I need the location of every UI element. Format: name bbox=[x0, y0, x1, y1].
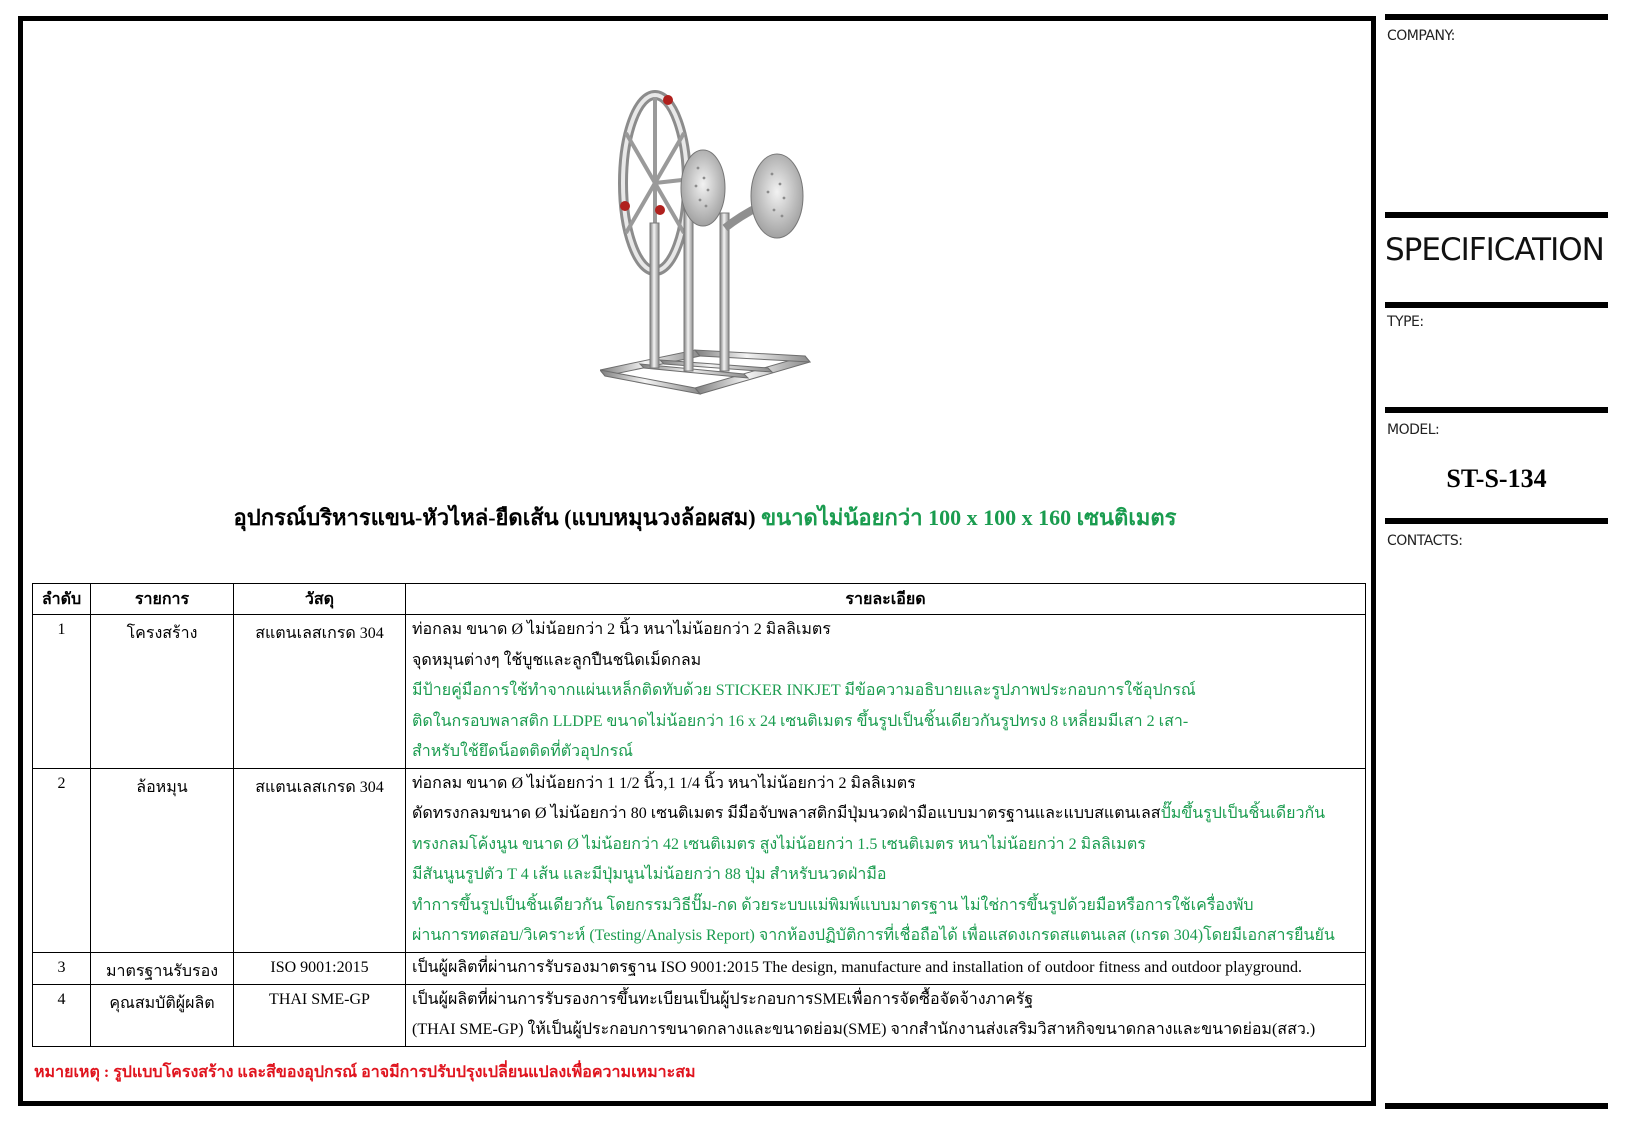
model-value: ST-S-134 bbox=[1446, 464, 1547, 493]
row-material: THAI SME-GP bbox=[234, 984, 406, 1046]
row-detail bbox=[406, 615, 1366, 769]
detail-line: สำหรับใช้ยึดน็อตติดที่ตัวอุปกรณ์ bbox=[412, 743, 634, 760]
detail-line: มีสันนูนรูปตัว T 4 เส้น และมีปุ่มนูนไม่น้อยกว่า 88 ปุ่ม สำหรับนวดฝ่ามือ bbox=[412, 866, 887, 883]
panel-divider bbox=[1385, 302, 1608, 308]
detail-line: มีป้ายคู่มือการใช้ทำจากแผ่นเหล็กติดทับด้วย STICKER INKJET มีข้อความอธิบายและรูปภาพประกอบการใช้อุปกรณ์ bbox=[412, 682, 1196, 699]
panel-divider bbox=[1385, 14, 1608, 20]
row-no: 1 bbox=[33, 615, 91, 769]
table-header-row bbox=[33, 584, 1366, 615]
product-title bbox=[40, 500, 1370, 535]
detail-line: ทรงกลมโค้งนูน ขนาด Ø ไม่น้อยกว่า 42 เซนติเมตร สูงไม่น้อยกว่า 1.5 เซนติเมตร หนาไม่น้อยกว่า 2 มิลลิเมตร bbox=[412, 835, 1146, 853]
panel-divider bbox=[1385, 518, 1608, 524]
detail-line: ท่อกลม ขนาด Ø ไม่น้อยกว่า 1 1/2 นิ้ว,1 1/4 นิ้ว หนาไม่น้อยกว่า 2 มิลลิเมตร bbox=[412, 774, 916, 792]
table-row bbox=[33, 615, 1366, 769]
row-detail bbox=[406, 984, 1366, 1046]
detail-line: ท่อกลม ขนาด Ø ไม่น้อยกว่า 2 นิ้ว หนาไม่น้อยกว่า 2 มิลลิเมตร bbox=[412, 621, 831, 638]
type-label: TYPE: bbox=[1387, 314, 1424, 330]
product-title-main: อุปกรณ์บริหารแขน-หัวไหล่-ยืดเส้น (แบบหมุนวงล้อผสม) bbox=[233, 505, 756, 530]
row-detail bbox=[406, 768, 1366, 952]
row-item: คุณสมบัติผู้ผลิต bbox=[91, 984, 234, 1046]
row-material: สแตนเลสเกรด 304 bbox=[234, 768, 406, 952]
detail-line: เป็นผู้ผลิตที่ผ่านการรับรองการขึ้นทะเบียนเป็นผู้ประกอบการSMEเพื่อการจัดซื้อจัดจ้างภาครัฐ bbox=[412, 990, 1034, 1008]
detail-line: เป็นผู้ผลิตที่ผ่านการรับรองมาตรฐาน ISO 9001:2015 The design, manufacture and installation of outdoor fitness and outdoor playground. bbox=[412, 958, 1303, 976]
header-material: วัสดุ bbox=[234, 584, 406, 615]
spec-table bbox=[32, 583, 1366, 1047]
table-row bbox=[33, 768, 1366, 952]
row-detail bbox=[406, 952, 1366, 984]
detail-line bbox=[412, 799, 1359, 830]
contacts-label: CONTACTS: bbox=[1387, 533, 1463, 549]
remark-note: หมายเหตุ : รูปแบบโครงสร้าง และสีของอุปกรณ์ อาจมีการปรับปรุงเปลี่ยนแปลงเพื่อความเหมาะสม bbox=[34, 1064, 696, 1081]
arm-shoulder-wheel-equipment-image bbox=[600, 88, 840, 418]
detail-line: จุดหมุนต่างๆ ใช้บูชและลูกปืนชนิดเม็ดกลม bbox=[412, 651, 702, 669]
header-item: รายการ bbox=[91, 584, 234, 615]
product-title-size: ขนาดไม่น้อยกว่า 100 x 100 x 160 เซนติเมตร bbox=[761, 505, 1177, 530]
table-row bbox=[33, 984, 1366, 1046]
row-item: ล้อหมุน bbox=[91, 768, 234, 952]
row-material: สแตนเลสเกรด 304 bbox=[234, 615, 406, 769]
detail-line: ทำการขึ้นรูปเป็นชิ้นเดียวกัน โดยกรรมวิธีปั๊ม-กด ด้วยระบบแม่พิมพ์แบบมาตรฐาน ไม่ใช่การขึ้นรูปด้วยมือหรือการใช้เครื่องพับ bbox=[412, 896, 1254, 914]
detail-line: (THAI SME-GP) ให้เป็นผู้ประกอบการขนาดกลางและขนาดย่อม(SME) จากสำนักงานส่งเสริมวิสาหกิจขนาดกลางและขนาดย่อม(สสว.) bbox=[412, 1021, 1316, 1038]
row-item: โครงสร้าง bbox=[91, 615, 234, 769]
specification-title: SPECIFICATION bbox=[1385, 232, 1604, 268]
detail-line: ติดในกรอบพลาสติก LLDPE ขนาดไม่น้อยกว่า 16 x 24 เซนติเมตร ขึ้นรูปเป็นชิ้นเดียวกันรูปทรง 8 เหลี่ยมมีเสา 2 เสา- bbox=[412, 712, 1189, 730]
row-no: 4 bbox=[33, 984, 91, 1046]
panel-divider bbox=[1385, 1103, 1608, 1109]
row-no: 3 bbox=[33, 952, 91, 984]
row-item: มาตรฐานรับรอง bbox=[91, 952, 234, 984]
company-label: COMPANY: bbox=[1387, 28, 1455, 44]
detail-line: ผ่านการทดสอบ/วิเคราะห์ (Testing/Analysis Report) จากห้องปฏิบัติการที่เชื่อถือได้ เพื่อแสดงเกรดสแตนเลส (เกรด 304)โดยมีเอกสารยืนยัน bbox=[412, 927, 1335, 944]
header-detail: รายละเอียด bbox=[406, 584, 1366, 615]
model-label: MODEL: bbox=[1387, 422, 1440, 438]
panel-divider bbox=[1385, 212, 1608, 218]
row-no: 2 bbox=[33, 768, 91, 952]
header-no: ลำดับ bbox=[33, 584, 91, 615]
detail-line-part: ดัดทรงกลมขนาด Ø ไม่น้อยกว่า 80 เซนติเมตร มีมือจับพลาสติกมีปุ่มนวดฝ่ามือแบบมาตรฐานและแบบสแตนเลส bbox=[412, 805, 1161, 822]
panel-divider bbox=[1385, 407, 1608, 413]
table-row bbox=[33, 952, 1366, 984]
detail-line-part: ปั๊มขึ้นรูปเป็นชิ้นเดียวกัน bbox=[1160, 805, 1326, 822]
row-material: ISO 9001:2015 bbox=[234, 952, 406, 984]
